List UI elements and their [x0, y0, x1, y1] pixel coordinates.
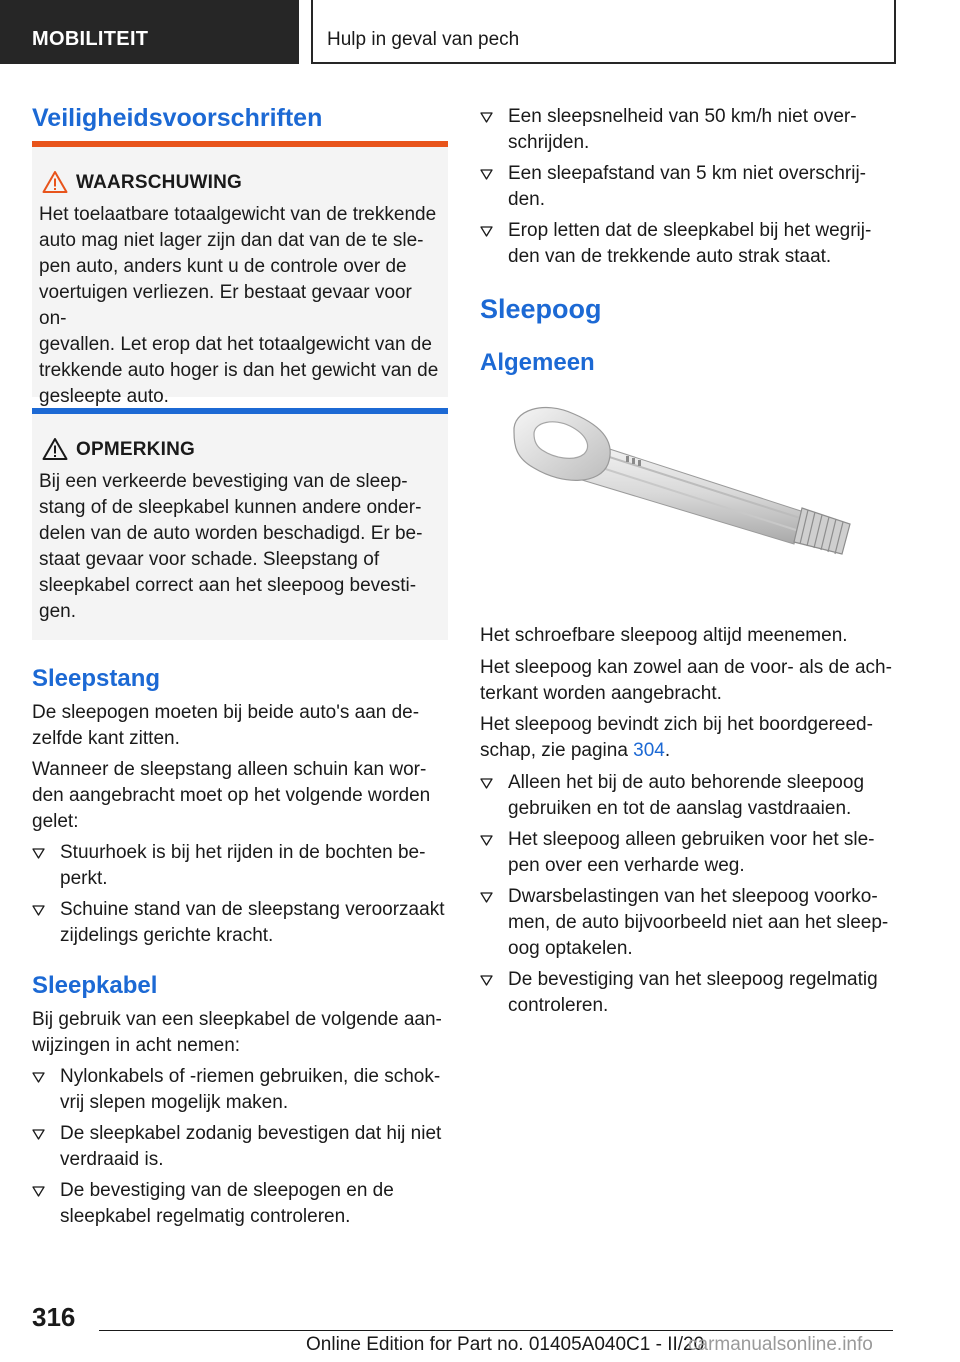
warning-triangle-icon — [42, 437, 68, 461]
text-line: vrij slepen mogelijk maken. — [60, 1092, 289, 1113]
sleepkabel-heading: Sleepkabel — [32, 972, 158, 999]
text-line: Erop letten dat de sleepkabel bij het wegrij- — [508, 220, 872, 241]
triangle-bullet-icon — [480, 226, 493, 237]
safety-heading: Veiligheidsvoorschriften — [32, 104, 323, 132]
text-line: Alleen het bij de auto behorende sleepoog — [508, 772, 865, 793]
tow-eye-illustration — [504, 402, 872, 582]
sleepstang-paragraph-2 — [32, 757, 430, 835]
triangle-bullet-icon — [32, 905, 45, 916]
text-line: sleepkabel regelmatig controleren. — [60, 1206, 351, 1227]
text-line: De sleepkabel zodanig bevestigen dat hij niet — [60, 1123, 442, 1144]
sleepkabel-paragraph-1 — [32, 1007, 442, 1059]
list-item-text — [508, 104, 857, 156]
text-line: Een sleepafstand van 5 km niet overschrij- — [508, 163, 867, 184]
triangle-bullet-icon — [480, 169, 493, 180]
warning-line: trekkende auto hoger is dan het gewicht van de — [39, 360, 439, 381]
note-text — [39, 469, 443, 625]
text-line: pen over een verharde weg. — [508, 855, 745, 876]
triangle-bullet-icon — [32, 848, 45, 859]
text-line: terkant worden aangebracht. — [480, 683, 722, 704]
sleepoog-paragraph-3 — [480, 712, 873, 764]
note-line: stang of de sleepkabel kunnen andere onder- — [39, 497, 422, 518]
sleepoog-heading: Sleepoog — [480, 294, 602, 324]
text-line: den. — [508, 189, 545, 210]
warning-line: voertuigen verliezen. Er bestaat gevaar voor on- — [39, 282, 412, 329]
header-chapter-tab — [311, 0, 896, 64]
note-line: gen. — [39, 601, 76, 622]
warning-bar — [32, 141, 448, 147]
triangle-bullet-icon — [32, 1186, 45, 1197]
text-line: De sleepogen moeten bij beide auto's aan de- — [32, 702, 420, 723]
text-line: controleren. — [508, 995, 609, 1016]
text-line: den aangebracht moet op het volgende worden — [32, 785, 431, 806]
text-line: Stuurhoek is bij het rijden in de bochten be- — [60, 842, 426, 863]
triangle-bullet-icon — [480, 778, 493, 789]
sleepoog-paragraph-2 — [480, 655, 892, 707]
note-line: staat gevaar voor schade. Sleepstang of — [39, 549, 380, 570]
text-line: Het sleepoog bevindt zich bij het boordgereed- — [480, 714, 873, 735]
text-line: Bij gebruik van een sleepkabel de volgende aan- — [32, 1009, 442, 1030]
note-box — [32, 408, 448, 640]
note-line: Bij een verkeerde bevestiging van de sleep- — [39, 471, 408, 492]
text-line: gelet: — [32, 811, 79, 832]
text-line: perkt. — [60, 868, 108, 889]
header-section-tab — [0, 0, 299, 64]
warning-text — [39, 202, 443, 410]
algemeen-heading: Algemeen — [480, 349, 595, 376]
triangle-bullet-icon — [480, 975, 493, 986]
edition-text: Online Edition for Part no. 01405A040C1 - II/20 — [306, 1334, 705, 1355]
note-line: sleepkabel correct aan het sleepoog bevesti- — [39, 575, 417, 596]
text-line: den van de trekkende auto strak staat. — [508, 246, 832, 267]
text-line: men, de auto bijvoorbeeld niet aan het sleep- — [508, 912, 889, 933]
list-item-text — [508, 827, 875, 879]
text-line: De bevestiging van het sleepoog regelmatig — [508, 969, 878, 990]
warning-line: Het toelaatbare totaalgewicht van de trekkende — [39, 204, 437, 225]
sleepstang-heading: Sleepstang — [32, 665, 161, 692]
text-line: Nylonkabels of -riemen gebruiken, die schok- — [60, 1066, 441, 1087]
header-chapter-label: Hulp in geval van pech — [327, 29, 520, 50]
text-line: Wanneer de sleepstang alleen schuin kan wor- — [32, 759, 427, 780]
triangle-bullet-icon — [32, 1072, 45, 1083]
sleepoog-paragraph-1: Het schroefbare sleepoog altijd meenemen. — [480, 625, 848, 646]
list-item-text — [508, 770, 864, 822]
list-item-text — [60, 1178, 394, 1230]
list-item-text — [508, 218, 871, 270]
text-line — [480, 738, 873, 764]
header-section-label: MOBILITEIT — [32, 28, 149, 50]
sleepstang-paragraph-1 — [32, 700, 419, 752]
list-item-text — [508, 884, 888, 962]
text-line: wijzingen in acht nemen: — [32, 1035, 241, 1056]
list-item-text — [508, 967, 878, 1019]
triangle-bullet-icon — [480, 112, 493, 123]
text-line: Een sleepsnelheid van 50 km/h niet over- — [508, 106, 857, 127]
warning-title: WAARSCHUWING — [76, 172, 242, 193]
triangle-bullet-icon — [480, 835, 493, 846]
page-reference-link[interactable]: 304 — [633, 740, 665, 761]
list-item-text — [60, 897, 444, 949]
triangle-bullet-icon — [32, 1129, 45, 1140]
text-line: oog optakelen. — [508, 938, 633, 959]
list-item-text — [60, 1064, 440, 1116]
footer-divider — [99, 1330, 893, 1331]
text-line: De bevestiging van de sleepogen en de — [60, 1180, 394, 1201]
text-fragment: schap, zie pagina — [480, 740, 634, 761]
warning-line: pen auto, anders kunt u de controle over de — [39, 256, 407, 277]
text-line: verdraaid is. — [60, 1149, 164, 1170]
text-line: zijdelings gerichte kracht. — [60, 925, 274, 946]
warning-line: auto mag niet lager zijn dan dat van de te sle- — [39, 230, 424, 251]
note-bar — [32, 408, 448, 414]
text-line: zelfde kant zitten. — [32, 728, 180, 749]
list-item-text — [60, 840, 425, 892]
triangle-bullet-icon — [480, 892, 493, 903]
warning-line: gevallen. Let erop dat het totaalgewicht van de — [39, 334, 432, 355]
text-fragment: . — [664, 740, 671, 761]
warning-triangle-icon — [42, 170, 68, 194]
watermark-text: carmanualsonline.info — [688, 1334, 873, 1355]
warning-box — [32, 141, 448, 407]
page-number: 316 — [32, 1302, 76, 1332]
note-title: OPMERKING — [76, 439, 195, 460]
text-line: Schuine stand van de sleepstang veroorzaakt — [60, 899, 445, 920]
text-line: Het sleepoog alleen gebruiken voor het sle- — [508, 829, 875, 850]
warning-line: gesleepte auto. — [39, 386, 169, 407]
text-line: Dwarsbelastingen van het sleepoog voorko- — [508, 886, 878, 907]
list-item-text — [60, 1121, 441, 1173]
text-line: schrijden. — [508, 132, 590, 153]
note-line: delen van de auto worden beschadigd. Er be- — [39, 523, 423, 544]
list-item-text — [508, 161, 866, 213]
text-line: Het sleepoog kan zowel aan de voor- als de ach- — [480, 657, 892, 678]
text-line: gebruiken en tot de aanslag vastdraaien. — [508, 798, 852, 819]
